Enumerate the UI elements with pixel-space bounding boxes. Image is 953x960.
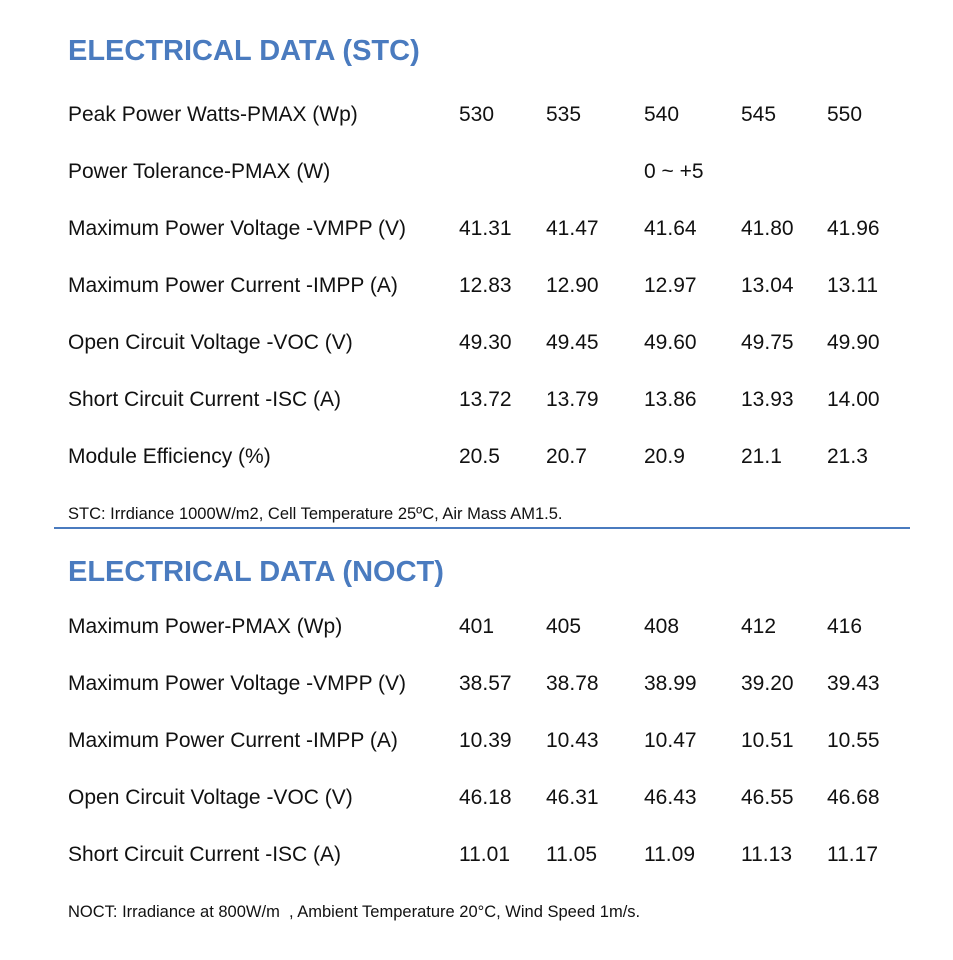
row-label: Open Circuit Voltage -VOC (V) <box>68 331 353 354</box>
value-cell: 11.01 <box>459 843 510 866</box>
table-row <box>0 328 953 358</box>
value-cell: 545 <box>741 103 777 126</box>
value-cell: 39.43 <box>827 672 880 695</box>
section-divider <box>54 527 910 529</box>
row-label: Peak Power Watts-PMAX (Wp) <box>68 103 358 126</box>
value-cell: 11.09 <box>644 843 695 866</box>
table-row <box>0 157 953 187</box>
value-cell: 49.60 <box>644 331 697 354</box>
value-cell: 550 <box>827 103 863 126</box>
value-cell: 21.3 <box>827 445 868 468</box>
table-row <box>0 669 953 699</box>
value-cell: 46.43 <box>644 786 697 809</box>
row-label: Maximum Power-PMAX (Wp) <box>68 615 343 638</box>
value-cell: 41.64 <box>644 217 697 240</box>
value-cell: 13.86 <box>644 388 697 411</box>
row-label: Power Tolerance-PMAX (W) <box>68 160 331 183</box>
value-cell: 10.55 <box>827 729 880 752</box>
value-cell: 11.13 <box>741 843 792 866</box>
value-cell: 12.83 <box>459 274 512 297</box>
table-row <box>0 726 953 756</box>
value-cell: 49.75 <box>741 331 794 354</box>
stc-section-title: ELECTRICAL DATA (STC) <box>68 35 420 67</box>
value-cell: 49.45 <box>546 331 599 354</box>
value-cell: 416 <box>827 615 863 638</box>
value-cell: 20.7 <box>546 445 587 468</box>
row-label: Short Circuit Current -ISC (A) <box>68 843 342 866</box>
row-label: Maximum Power Current -IMPP (A) <box>68 729 398 752</box>
value-cell: 41.47 <box>546 217 599 240</box>
value-cell: 14.00 <box>827 388 880 411</box>
value-cell: 39.20 <box>741 672 794 695</box>
table-row <box>0 783 953 813</box>
value-cell: 41.96 <box>827 217 880 240</box>
value-cell: 10.47 <box>644 729 697 752</box>
value-cell: 10.51 <box>741 729 794 752</box>
value-cell: 13.93 <box>741 388 794 411</box>
row-label: Maximum Power Voltage -VMPP (V) <box>68 217 407 240</box>
value-cell: 535 <box>546 103 582 126</box>
value-cell: 13.72 <box>459 388 512 411</box>
row-label: Module Efficiency (%) <box>68 445 271 468</box>
stc-footnote: STC: Irrdiance 1000W/m2, Cell Temperature 25ºC, Air Mass AM1.5. <box>68 505 563 523</box>
table-row <box>0 840 953 870</box>
value-cell: 41.80 <box>741 217 794 240</box>
value-cell: 20.5 <box>459 445 500 468</box>
value-cell: 20.9 <box>644 445 685 468</box>
value-cell: 38.78 <box>546 672 599 695</box>
value-cell: 401 <box>459 615 495 638</box>
value-cell: 10.39 <box>459 729 512 752</box>
value-cell: 49.90 <box>827 331 880 354</box>
value-cell: 46.55 <box>741 786 794 809</box>
table-row <box>0 271 953 301</box>
value-cell: 13.04 <box>741 274 794 297</box>
value-cell: 12.97 <box>644 274 697 297</box>
value-cell: 41.31 <box>459 217 512 240</box>
value-cell: 21.1 <box>741 445 782 468</box>
table-row <box>0 100 953 130</box>
value-cell: 13.11 <box>827 274 878 297</box>
value-cell: 530 <box>459 103 495 126</box>
row-label: Maximum Power Voltage -VMPP (V) <box>68 672 407 695</box>
value-cell: 0 ~ +5 <box>644 160 704 183</box>
table-row <box>0 214 953 244</box>
table-row <box>0 385 953 415</box>
value-cell: 13.79 <box>546 388 599 411</box>
value-cell: 11.17 <box>827 843 878 866</box>
noct-footnote: NOCT: Irradiance at 800W/m , Ambient Temperature 20°C, Wind Speed 1m/s. <box>68 903 641 921</box>
row-label: Short Circuit Current -ISC (A) <box>68 388 342 411</box>
value-cell: 38.57 <box>459 672 512 695</box>
value-cell: 49.30 <box>459 331 512 354</box>
table-row <box>0 612 953 642</box>
table-row <box>0 442 953 472</box>
value-cell: 46.18 <box>459 786 512 809</box>
value-cell: 46.31 <box>546 786 599 809</box>
value-cell: 10.43 <box>546 729 599 752</box>
value-cell: 38.99 <box>644 672 697 695</box>
row-label: Open Circuit Voltage -VOC (V) <box>68 786 353 809</box>
value-cell: 408 <box>644 615 680 638</box>
value-cell: 540 <box>644 103 680 126</box>
value-cell: 11.05 <box>546 843 597 866</box>
noct-section-title: ELECTRICAL DATA (NOCT) <box>68 556 444 588</box>
row-label: Maximum Power Current -IMPP (A) <box>68 274 398 297</box>
value-cell: 412 <box>741 615 777 638</box>
value-cell: 12.90 <box>546 274 599 297</box>
value-cell: 405 <box>546 615 582 638</box>
value-cell: 46.68 <box>827 786 880 809</box>
